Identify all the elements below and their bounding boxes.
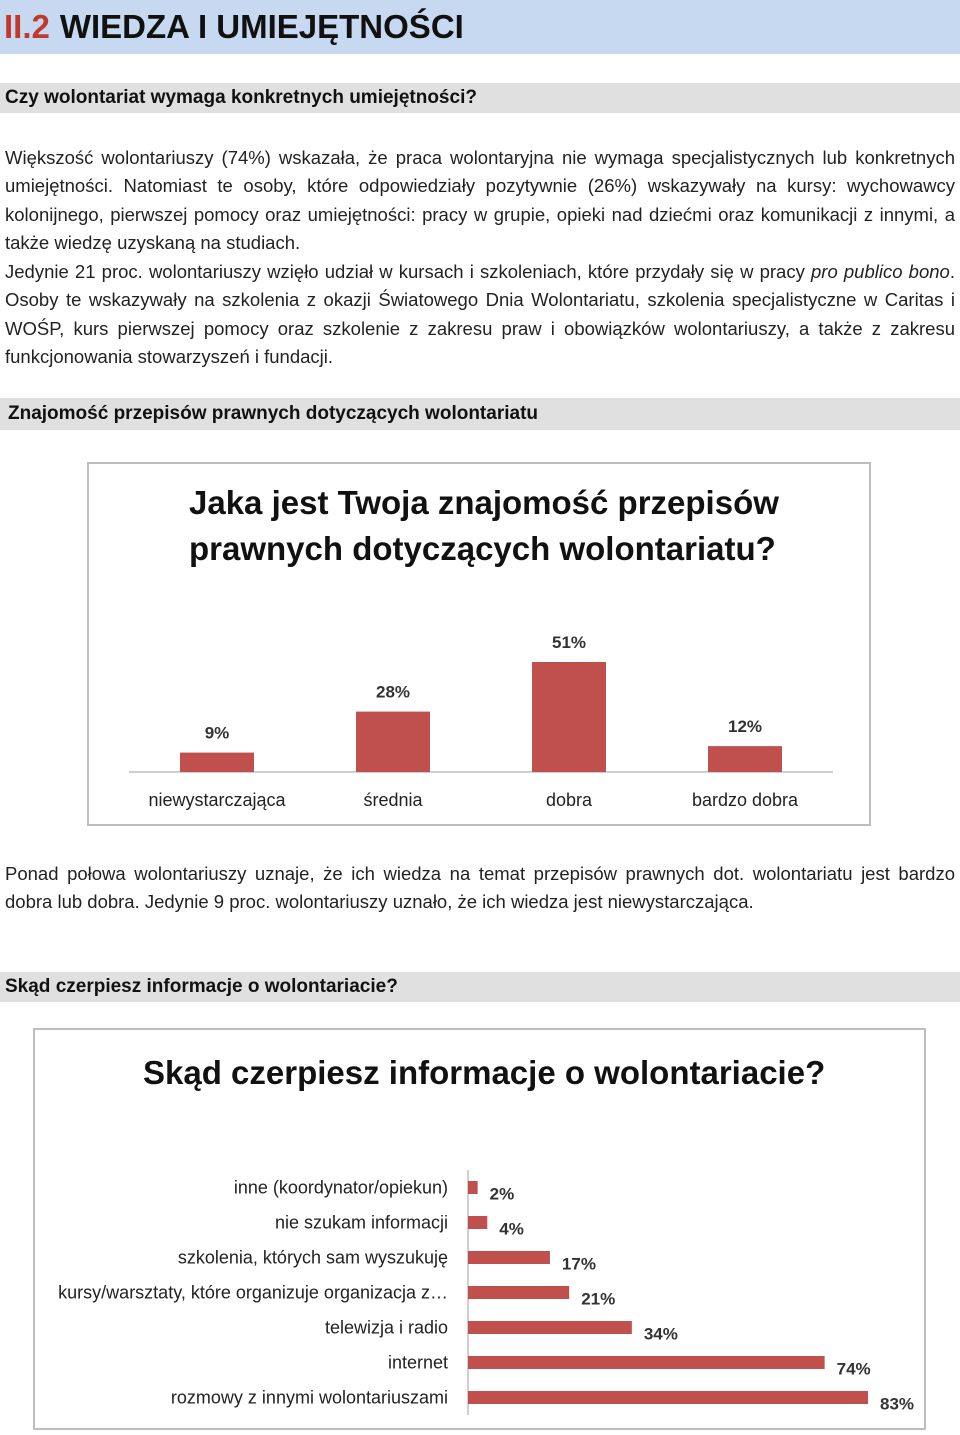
category-label-4: telewizja i radio bbox=[324, 1317, 448, 1338]
info-sources-chart bbox=[33, 1028, 926, 1430]
category-label-0: inne (koordynator/opiekun) bbox=[233, 1177, 448, 1198]
bar-0 bbox=[468, 1181, 478, 1194]
info-sources-heading-text: Skąd czerpiesz informacje o wolontariacie? bbox=[5, 976, 398, 997]
info-sources-chart-title: Skąd czerpiesz informacje o wolontariacie? bbox=[143, 1054, 826, 1091]
data-label-0: 2% bbox=[489, 1184, 515, 1204]
bar-3 bbox=[468, 1286, 569, 1299]
legal-knowledge-paragraph: Ponad połowa wolontariuszy uznaje, że ich wiedza na temat przepisów prawnych dot. wolontariatu jest bardzo dobra lub dobra. Jedynie 9 proc. wolontariuszy uznało, że ich wiedza jest niewystarczająca. bbox=[5, 863, 955, 913]
legal-knowledge-chart-plot bbox=[89, 464, 869, 824]
info-sources-heading bbox=[0, 972, 960, 1002]
question-heading-skills bbox=[0, 83, 960, 113]
info-sources-chart-plot bbox=[35, 1030, 924, 1428]
legal-knowledge-chart bbox=[87, 462, 871, 826]
category-label-5: internet bbox=[387, 1352, 448, 1373]
legal-knowledge-chart-title-line2: prawnych dotyczących wolontariatu? bbox=[189, 530, 776, 567]
data-label-4: 34% bbox=[643, 1324, 678, 1344]
category-label-2: dobra bbox=[545, 790, 593, 810]
legal-knowledge-heading-text: Znajomość przepisów prawnych dotyczących wolontariatu bbox=[8, 403, 538, 424]
bar-2 bbox=[532, 662, 606, 772]
data-label-2: 17% bbox=[561, 1254, 596, 1274]
data-label-3: 21% bbox=[581, 1289, 616, 1309]
category-label-6: rozmowy z innymi wolontariuszami bbox=[170, 1387, 448, 1408]
bar-5 bbox=[468, 1356, 825, 1369]
section-title: WIEDZA I UMIEJĘTNOŚCI bbox=[59, 8, 464, 45]
bar-3 bbox=[708, 746, 782, 772]
category-label-3: kursy/warsztaty, które organizuje organizacja z… bbox=[58, 1282, 448, 1303]
skills-paragraph-1: Większość wolontariuszy (74%) wskazała, że praca wolontaryjna nie wymaga specjalistycznych lub konkretnych umiejętności. Natomiast te osoby, które odpowiedziały pozytywnie (26%) wskazywały na kursy: wychowawcy kolonijnego, pierwszej pomocy oraz umiejętności: pracy w grupie, opieki nad dziećmi oraz komunikacji z innymi, a także wiedzę uzyskaną na studiach. bbox=[5, 147, 955, 254]
section-header bbox=[0, 0, 960, 54]
bar-1 bbox=[356, 712, 430, 772]
data-label-5: 74% bbox=[836, 1359, 871, 1379]
bar-2 bbox=[468, 1251, 550, 1264]
skills-paragraph-2-start: Jedynie 21 proc. wolontariuszy wzięło udział w kursach i szkoleniach, które przydały się w pracy bbox=[5, 261, 811, 282]
bar-6 bbox=[468, 1391, 868, 1404]
data-label-1: 4% bbox=[499, 1219, 524, 1239]
skills-paragraph-2-end: . Osoby te wskazywały na szkolenia z okazji Światowego Dnia Wolontariatu, szkolenia specjalistyczne w Caritas i WOŚP, kurs pierwszej pomocy oraz szkolenie z zakresu praw i obowiązków wolontariuszy, a także z zakresu funkcjonowania stowarzyszeń i fundacji. bbox=[5, 261, 955, 368]
category-label-2: szkolenia, których sam wyszukuję bbox=[177, 1247, 448, 1268]
bar-4 bbox=[468, 1321, 632, 1334]
question-heading-skills-text: Czy wolontariat wymaga konkretnych umiejętności? bbox=[5, 87, 477, 108]
category-label-3: bardzo dobra bbox=[691, 790, 799, 810]
data-label-3: 12% bbox=[727, 717, 763, 737]
skills-paragraph-2-italic: pro publico bono bbox=[811, 261, 950, 282]
data-label-0: 9% bbox=[204, 723, 230, 743]
data-label-1: 28% bbox=[375, 682, 411, 702]
data-label-6: 83% bbox=[880, 1394, 915, 1414]
category-label-1: nie szukam informacji bbox=[274, 1212, 448, 1233]
section-number: II.2 bbox=[4, 8, 50, 45]
legal-knowledge-chart-title-line1: Jaka jest Twoja znajomość przepisów bbox=[189, 484, 779, 521]
category-label-1: średnia bbox=[363, 790, 423, 810]
category-label-0: niewystarczająca bbox=[148, 790, 286, 810]
skills-paragraph-2 bbox=[5, 258, 955, 372]
bar-1 bbox=[468, 1216, 487, 1229]
data-label-2: 51% bbox=[551, 633, 587, 652]
bar-0 bbox=[180, 753, 254, 772]
legal-knowledge-heading bbox=[0, 398, 960, 430]
